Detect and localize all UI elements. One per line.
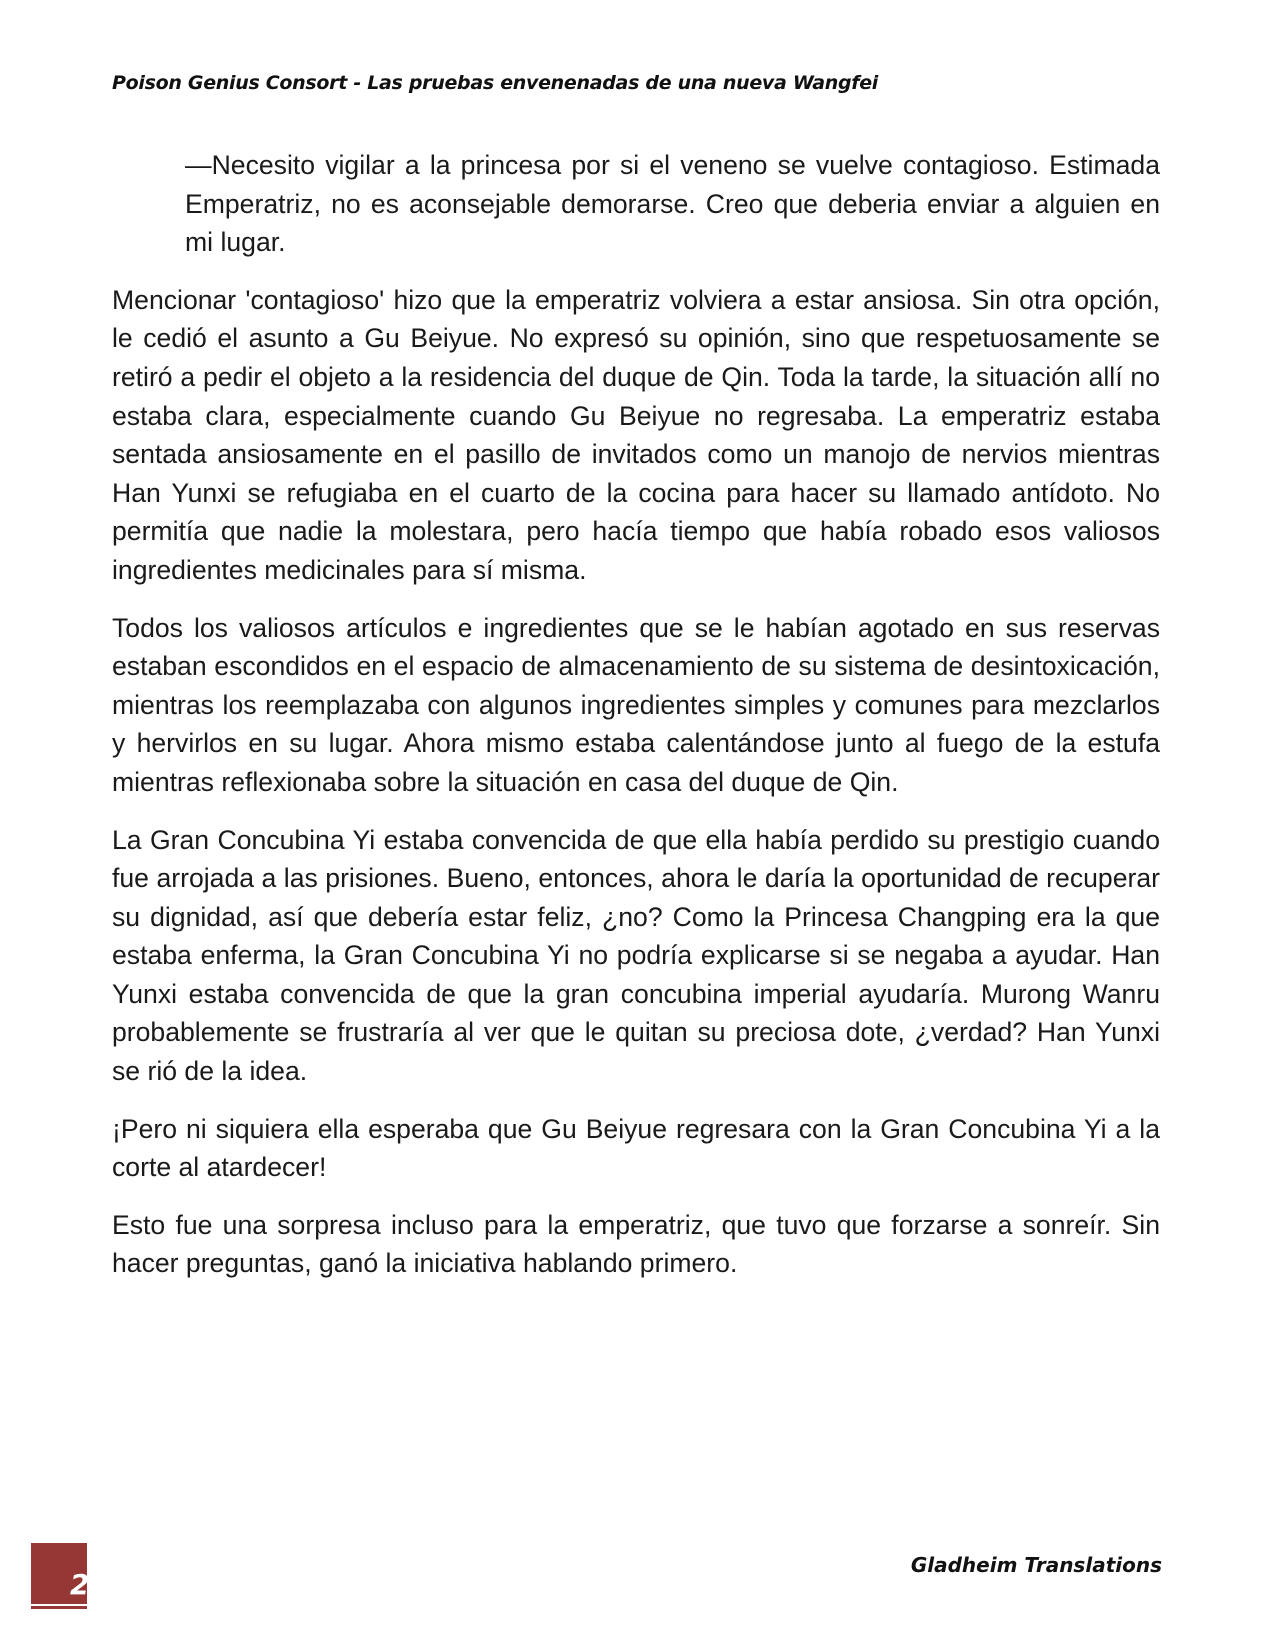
- footer-credit: Gladheim Translations: [910, 1553, 1162, 1577]
- document-body: [112, 146, 1160, 1302]
- paragraph: Mencionar 'contagioso' hizo que la emperatriz volviera a estar ansiosa. Sin otra opción, le cedió el asunto a Gu Beiyue. No expresó su opinión, sino que respetuosamente se retiró a pedir el objeto a la residencia del duque de Qin. Toda la tarde, la situación allí no estaba clara, especialmente cuando Gu Beiyue no regresaba. La emperatriz estaba sentada ansiosamente en el pasillo de invitados como un manojo de nervios mientras Han Yunxi se refugiaba en el cuarto de la cocina para hacer su llamado antídoto. No permitía que nadie la molestara, pero hacía tiempo que había robado esos valiosos ingredientes medicinales para sí misma.: [112, 284, 1160, 585]
- page-number-underline: [31, 1606, 87, 1609]
- document-header-title: Poison Genius Consort - Las pruebas envenenadas de una nueva Wangfei: [112, 72, 879, 94]
- paragraph: Todos los valiosos artículos e ingredientes que se le habían agotado en sus reservas estaban escondidos en el espacio de almacenamiento de su sistema de desintoxicación, mientras los reemplazaba con algunos ingredientes simples y comunes para mezclarlos y hervirlos en su lugar. Ahora mismo estaba calentándose junto al fuego de la estufa mientras reflexionaba sobre la situación en casa del duque de Qin.: [112, 612, 1160, 797]
- paragraph: La Gran Concubina Yi estaba convencida de que ella había perdido su prestigio cuando fue arrojada a las prisiones. Bueno, entonces, ahora le daría la oportunidad de recuperar su dignidad, así que debería estar feliz, ¿no? Como la Princesa Changping era la que estaba enferma, la Gran Concubina Yi no podría explicarse si se negaba a ayudar. Han Yunxi estaba convencida de que la gran concubina imperial ayudaría. Murong Wanru probablemente se frustraría al ver que le quitan su preciosa dote, ¿verdad? Han Yunxi se rió de la idea.: [112, 824, 1160, 1087]
- paragraph: Esto fue una sorpresa incluso para la emperatriz, que tuvo que forzarse a sonreír. Sin hacer preguntas, ganó la iniciativa hablando primero.: [112, 1209, 1160, 1279]
- paragraph-dialogue: —Necesito vigilar a la princesa por si el veneno se vuelve contagioso. Estimada Emperatriz, no es aconsejable demorarse. Creo que deberia enviar a alguien en mi lugar.: [185, 150, 1160, 258]
- paragraph: ¡Pero ni siquiera ella esperaba que Gu Beiyue regresara con la Gran Concubina Yi a la corte al atardecer!: [112, 1113, 1160, 1183]
- page-number: 2: [70, 1568, 90, 1601]
